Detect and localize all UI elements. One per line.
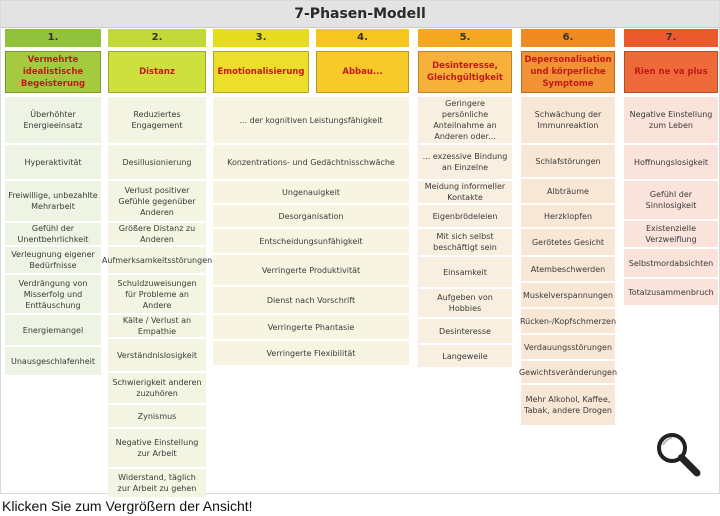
phase-column-2 [101,29,213,499]
zoom-hint-caption[interactable]: Klicken Sie zum Vergrößern der Ansicht! [2,498,253,514]
magnifier-icon-graphic [653,429,705,481]
phase-symptom-list [418,97,512,369]
symptom-item: Verlust positiver Gefühle gegenüber Anderen [108,181,206,221]
symptom-item: Meidung informeller Kontakte [418,181,512,203]
symptom-item: Albträume [521,179,615,203]
symptom-item: Reduziertes Engagement [108,97,206,143]
phase-symptom-list [5,97,101,377]
symptom-item: Verringerte Flexibilität [213,341,409,365]
symptom-item: Entscheidungsunfähigkeit [213,229,409,253]
symptom-item: Gerötetes Gesicht [521,229,615,255]
symptom-item: Herzklopfen [521,205,615,227]
phase-symptom-list [624,97,718,307]
symptom-item: Überhöhter Energieeinsatz [5,97,101,143]
symptom-item: Konzentrations- und Gedächtnisschwäche [213,145,409,179]
symptom-item: Existenzielle Verzweiflung [624,221,718,247]
symptom-item: Freiwillige, unbezahlte Mehrarbeit [5,181,101,221]
symptom-item: Rücken-/Kopfschmerzen [521,309,615,333]
symptom-item: Atembeschwerden [521,257,615,281]
phase-header: Vermehrte idealistische Begeisterung [5,51,101,93]
page-title: 7-Phasen-Modell [1,1,719,28]
symptom-item: ... der kognitiven Leistungsfähigkeit [213,97,409,143]
symptom-item: Verringerte Produktivität [213,255,409,285]
phase-number: 4. [316,29,409,47]
symptom-item: Kälte / Verlust an Empathie [108,315,206,337]
symptom-item: Ungenauigkeit [213,181,409,203]
phase-header: Emotionalisierung [213,51,309,93]
phase-number: 3. [213,29,309,47]
symptom-item: Verdrängung von Misserfolg und Enttäuschung [5,275,101,313]
symptom-item: Aufgeben von Hobbies [418,289,512,317]
symptom-item: Zynismus [108,405,206,427]
phase-symptom-list [213,97,409,367]
symptom-item: Negative Einstellung zur Arbeit [108,429,206,467]
phase-header: Desinteresse, Gleichgültigkeit [418,51,512,93]
phase-number: 2. [108,29,206,47]
phase-number: 1. [5,29,101,47]
phase-column-4 [316,29,409,97]
phase-number: 6. [521,29,615,47]
symptom-item: Eigenbrödeleien [418,205,512,227]
symptom-item: Desinteresse [418,319,512,343]
phase-number: 7. [624,29,718,47]
phase-column-1 [5,29,101,377]
symptom-item: Negative Einstellung zum Leben [624,97,718,143]
phase-column-5 [418,29,512,369]
symptom-item: Schwächung der Immunreaktion [521,97,615,143]
symptom-item: Gewichtsveränderungen [521,361,615,383]
symptom-item: Selbstmordabsichten [624,249,718,277]
symptom-item: Dienst nach Vorschrift [213,287,409,313]
phase-header: Depersonalisation und körperliche Symptome [521,51,615,93]
symptom-item: Muskelverspannungen [521,283,615,307]
symptom-item: Verdauungsstörungen [521,335,615,359]
phase-header: Distanz [108,51,206,93]
symptom-item: Desillusionierung [108,145,206,179]
magnifier-icon[interactable] [653,429,705,481]
symptom-item: Langeweile [418,345,512,367]
symptom-item: Einsamkeit [418,257,512,287]
symptom-item: Schuldzuweisungen für Probleme an Andere [108,275,206,313]
phase-symptom-list [518,97,618,427]
symptom-item: Unausgeschlafenheit [5,347,101,375]
symptom-item: Geringere persönliche Anteilnahme an Anderen oder... [418,97,512,143]
symptom-item: Gefühl der Unentbehrlichkeit [5,223,101,245]
symptom-item: Schlafstörungen [521,145,615,177]
symptom-item: Verleugnung eigener Bedürfnisse [5,247,101,273]
symptom-item: Gefühl der Sinnlosigkeit [624,181,718,219]
symptom-item: Schwierigkeit anderen zuzuhören [108,373,206,403]
phase-symptom-list [101,97,213,499]
phase-header: Rien ne va plus [624,51,718,93]
symptom-item: Desorganisation [213,205,409,227]
phase-column-6 [518,29,618,427]
symptom-item: Mit sich selbst beschäftigt sein [418,229,512,255]
symptom-item: Verständnislosigkeit [108,339,206,371]
symptom-item: Größere Distanz zu Anderen [108,223,206,245]
phase-header: Abbau... [316,51,409,93]
symptom-item: ... exzessive Bindung an Einzelne [418,145,512,179]
phase-column-7 [624,29,718,307]
symptom-item: Hoffnungslosigkeit [624,145,718,179]
symptom-item: Widerstand, täglich zur Arbeit zu gehen [108,469,206,497]
symptom-item: Totalzusammenbruch [624,279,718,305]
symptom-item: Hyperaktivität [5,145,101,179]
symptom-item: Mehr Alkohol, Kaffee, Tabak, andere Drogen [521,385,615,425]
symptom-item: Aufmerksamkeitsstörungen [108,247,206,273]
phase-number: 5. [418,29,512,47]
symptom-item: Energiemangel [5,315,101,345]
symptom-item: Verringerte Phantasie [213,315,409,339]
